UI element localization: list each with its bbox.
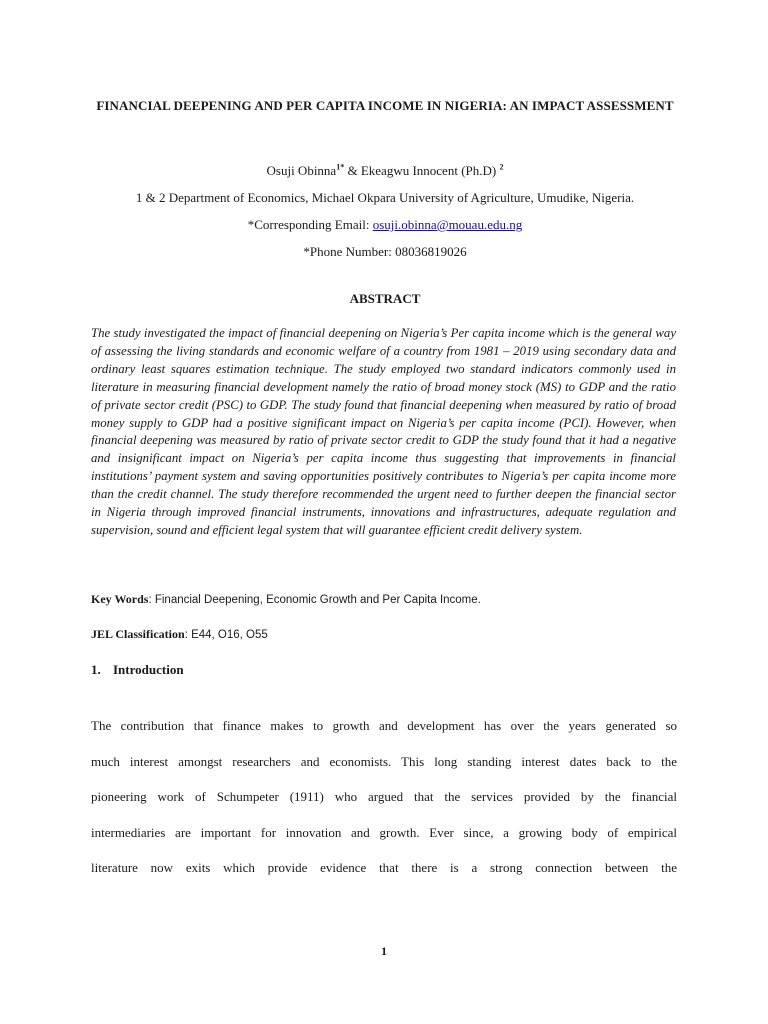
- section-title: Introduction: [113, 662, 184, 677]
- author-2-name: Ekeagwu Innocent (Ph.D): [360, 163, 497, 178]
- phone-number: *Phone Number: 08036819026: [303, 244, 467, 259]
- introduction-body: [91, 708, 677, 886]
- jel-value: : E44, O16, O55: [184, 629, 268, 641]
- author-separator: &: [344, 163, 361, 178]
- section-heading-introduction: [91, 661, 184, 679]
- author-2-affiliation-mark: 2: [499, 162, 504, 172]
- author-line: [60, 162, 710, 180]
- keywords-label: Key Words: [91, 592, 149, 606]
- section-number: 1.: [91, 662, 101, 677]
- jel-classification-line: [91, 625, 681, 644]
- body-line: literature now exits which provide evidence that there is a strong connection between the: [91, 860, 677, 876]
- jel-label: JEL Classification: [91, 627, 185, 641]
- body-line: intermediaries are important for innovation and growth. Ever since, a growing body of empirical: [91, 824, 677, 840]
- paper-title: FINANCIAL DEEPENING AND PER CAPITA INCOME IN NIGERIA: AN IMPACT ASSESSMENT: [96, 98, 674, 113]
- corresponding-email-line: [60, 216, 710, 234]
- corresponding-email-link[interactable]: osuji.obinna@mouau.edu.ng: [372, 217, 523, 232]
- body-line: The contribution that finance makes to growth and development has over the years generated so: [91, 718, 677, 733]
- page-number: 1: [381, 944, 387, 958]
- corresponding-email-label: *Corresponding Email:: [247, 217, 373, 232]
- body-line: much interest amongst researchers and economists. This long standing interest dates back to the: [91, 753, 677, 769]
- abstract-text: The study investigated the impact of financial deepening on Nigeria’s Per capita income which is the general way of assessing the living standards and economic welfare of a country from 1981 – 2019 using secondary data and ordinary least squares estimation technique. The study employed two standard indicators commonly used in literature in measuring financial development namely the ratio of broad money stock (MS) to GDP and the ratio of private sector credit (PSC) to GDP. The study found that financial deepening when measured by ratio of broad money supply to GDP had a positive significant impact on Nigeria’s per capita income (PCI). However, when financial deepening was measured by ratio of private sector credit to GDP the study found that it had a negative and insignificant impact on Nigeria’s per capita income thus suggesting that improvements in financial institutions’ payment system and saving opportunities positively contributes to Nigeria’s per capita income more than the credit channel. The study therefore recommended the urgent need to further deepen the financial sector in Nigeria through improved financial instruments, innovations and infrastructures, adequate regulation and supervision, sound and efficient legal system that will guarantee efficient credit delivery system.: [91, 326, 676, 537]
- author-1-name: Osuji Obinna: [266, 163, 337, 178]
- author-1-affiliation-mark: 1*: [336, 162, 345, 172]
- keywords-value: : Financial Deepening, Economic Growth and Per Capita Income.: [148, 594, 481, 606]
- abstract-heading: ABSTRACT: [349, 291, 421, 306]
- affiliation: 1 & 2 Department of Economics, Michael Okpara University of Agriculture, Umudike, Nigeria.: [135, 190, 635, 205]
- body-line: pioneering work of Schumpeter (1911) who argued that the services provided by the financial: [91, 789, 677, 805]
- keywords-line: [91, 590, 681, 609]
